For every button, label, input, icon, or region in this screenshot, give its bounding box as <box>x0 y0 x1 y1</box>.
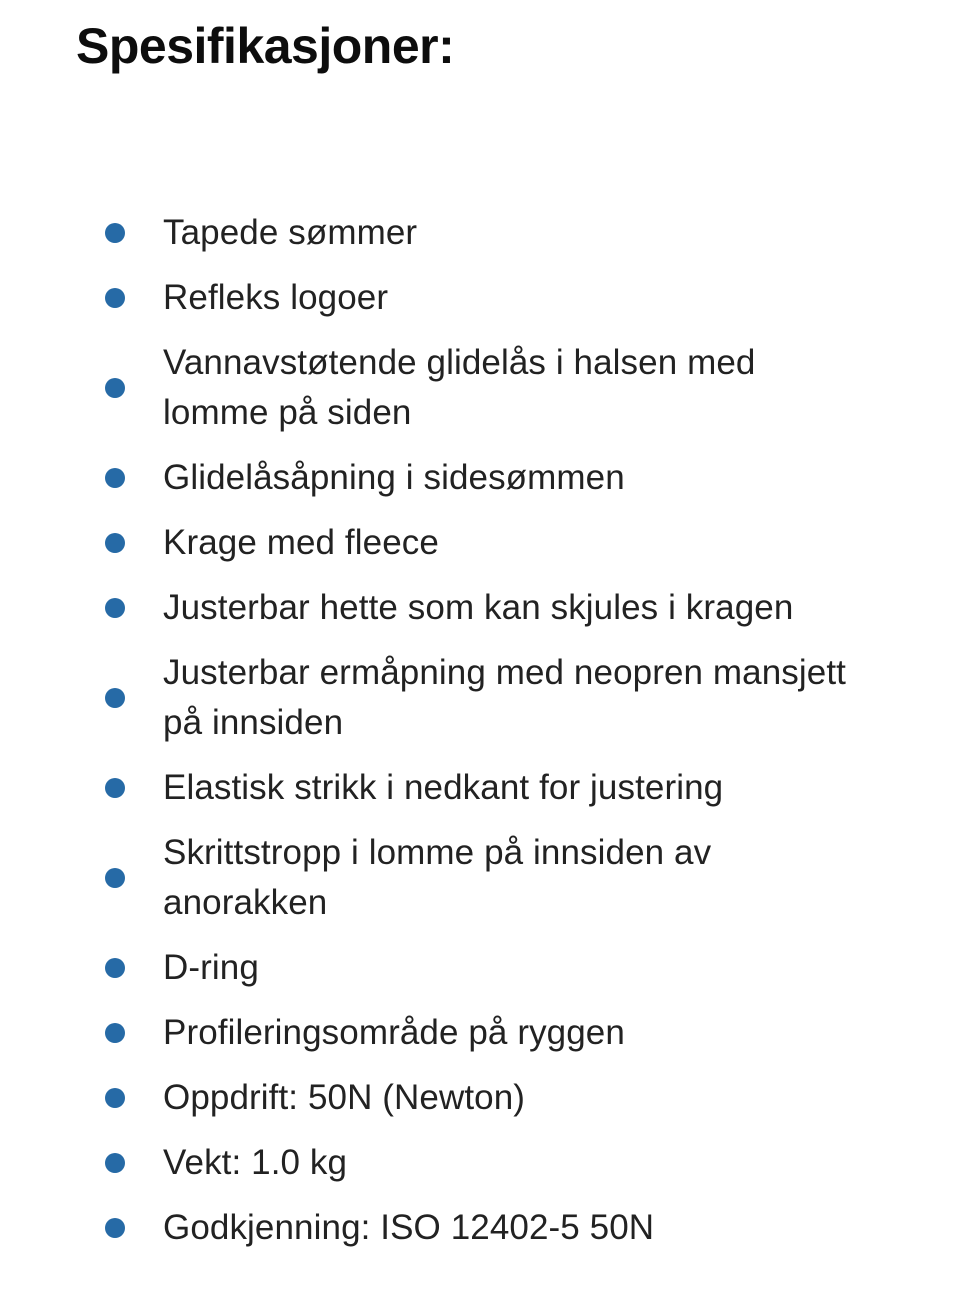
list-item <box>0 820 960 935</box>
spec-text: Elastisk strikk i nedkant for justering <box>163 767 724 807</box>
list-item <box>0 575 960 640</box>
spec-text: Profileringsområde på ryggen <box>163 1012 625 1052</box>
list-item <box>0 265 960 330</box>
bullet-icon <box>105 958 125 978</box>
list-item <box>0 330 960 445</box>
bullet-icon <box>105 1088 125 1108</box>
list-item <box>0 755 960 820</box>
spec-text: D-ring <box>163 947 259 987</box>
spec-text: Justerbar ermåpning med neopren mansjett på innsiden <box>163 652 846 742</box>
bullet-icon <box>105 468 125 488</box>
bullet-icon <box>105 688 125 708</box>
spec-text: Refleks logoer <box>163 277 389 317</box>
spec-text: Justerbar hette som kan skjules i kragen <box>163 587 794 627</box>
list-item <box>0 640 960 755</box>
bullet-icon <box>105 223 125 243</box>
list-item <box>0 1195 960 1260</box>
bullet-icon <box>105 868 125 888</box>
page-title: Spesifikasjoner: <box>76 18 455 74</box>
bullet-icon <box>105 288 125 308</box>
bullet-icon <box>105 598 125 618</box>
list-item <box>0 200 960 265</box>
spec-text: Tapede sømmer <box>163 212 418 252</box>
bullet-icon <box>105 378 125 398</box>
list-item <box>0 510 960 575</box>
list-item <box>0 1130 960 1195</box>
spec-text: Vannavstøtende glidelås i halsen med lomme på siden <box>163 342 756 432</box>
spec-text: Krage med fleece <box>163 522 439 562</box>
list-item <box>0 935 960 1000</box>
spec-text: Glidelåsåpning i sidesømmen <box>163 457 625 497</box>
spec-text: Oppdrift: 50N (Newton) <box>163 1077 526 1117</box>
list-item <box>0 1000 960 1065</box>
bullet-icon <box>105 1023 125 1043</box>
bullet-icon <box>105 533 125 553</box>
list-item <box>0 1065 960 1130</box>
spec-text: Skrittstropp i lomme på innsiden av anorakken <box>163 832 712 922</box>
spec-text: Vekt: 1.0 kg <box>163 1142 348 1182</box>
spec-list <box>0 200 960 1260</box>
bullet-icon <box>105 1218 125 1238</box>
bullet-icon <box>105 1153 125 1173</box>
bullet-icon <box>105 778 125 798</box>
spec-text: Godkjenning: ISO 12402-5 50N <box>163 1207 655 1247</box>
list-item <box>0 445 960 510</box>
